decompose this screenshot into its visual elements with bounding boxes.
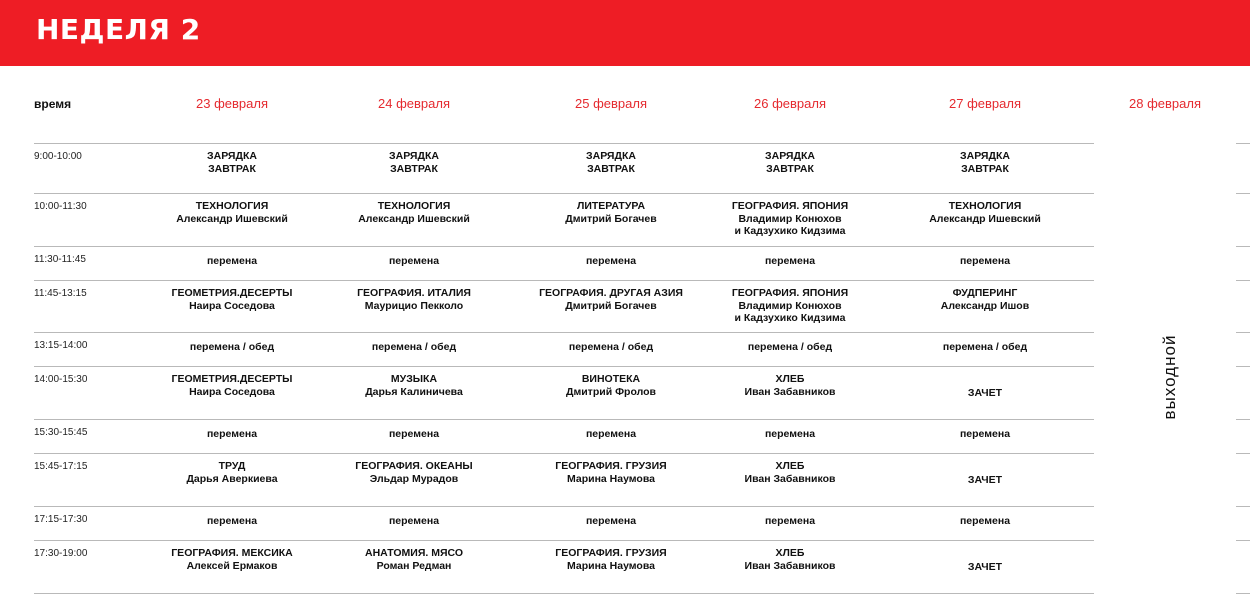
- lesson-title: ГЕОГРАФИЯ. ОКЕАНЫ: [355, 460, 473, 472]
- time-column-header: время: [34, 97, 72, 111]
- lesson-title: ГЕОМЕТРИЯ.ДЕСЕРТЫ: [171, 373, 293, 385]
- lesson-title: ГЕОГРАФИЯ. МЕКСИКА: [171, 547, 293, 559]
- row-divider-stub: [1236, 366, 1250, 367]
- lesson-teacher: Наира Соседова: [189, 299, 275, 312]
- lesson-title: перемена: [764, 255, 816, 267]
- lesson-title: ЗАРЯДКА: [586, 150, 636, 162]
- lesson-teacher: ЗАВТРАК: [961, 162, 1009, 175]
- schedule-cell: [319, 428, 509, 441]
- time-slot: 15:30-15:45: [34, 427, 88, 438]
- lesson-title: перемена: [764, 515, 816, 527]
- schedule-cell: [695, 287, 885, 325]
- lesson-title: перемена / обед: [568, 341, 654, 353]
- day-header: 25 февраля: [575, 96, 647, 111]
- schedule-cell: [319, 150, 509, 175]
- lesson-title: МУЗЫКА: [390, 373, 438, 385]
- schedule-cell: [137, 341, 327, 354]
- lesson-teacher: Маурицио Пекколо: [364, 299, 464, 312]
- lesson-title: ТЕХНОЛОГИЯ: [948, 200, 1022, 212]
- lesson-title: ЗАРЯДКА: [389, 150, 439, 162]
- time-slot: 9:00-10:00: [34, 151, 82, 162]
- time-slot: 10:00-11:30: [34, 201, 87, 212]
- lesson-teacher: Дмитрий Богачев: [565, 299, 657, 312]
- schedule-cell: [695, 341, 885, 354]
- schedule-cell: [890, 341, 1080, 354]
- schedule-cell: [890, 561, 1080, 574]
- lesson-title: перемена: [585, 428, 637, 440]
- lesson-title: перемена / обед: [747, 341, 833, 353]
- schedule-cell: [319, 287, 509, 312]
- row-divider: [34, 193, 1094, 194]
- lesson-title: ГЕОГРАФИЯ. ДРУГАЯ АЗИЯ: [539, 287, 683, 299]
- lesson-teacher: Александр Ишевский: [358, 212, 470, 225]
- lesson-teacher: ЗАВТРАК: [208, 162, 256, 175]
- lesson-title: перемена: [206, 515, 258, 527]
- lesson-teacher: Марина Наумова: [566, 472, 655, 485]
- lesson-teacher: Эльдар Мурадов: [369, 472, 459, 485]
- schedule-cell: [319, 200, 509, 225]
- row-divider-stub: [1236, 193, 1250, 194]
- schedule-cell: [516, 515, 706, 528]
- row-divider: [34, 540, 1094, 541]
- lesson-title: ЗАЧЕТ: [967, 474, 1003, 487]
- schedule-cell: [516, 547, 706, 572]
- lesson-title: АНАТОМИЯ. МЯСО: [364, 547, 463, 559]
- row-divider: [34, 593, 1094, 594]
- lesson-teacher: Роман Редман: [376, 559, 452, 572]
- lesson-title: ГЕОГРАФИЯ. ГРУЗИЯ: [555, 460, 667, 472]
- row-divider: [34, 453, 1094, 454]
- schedule-cell: [516, 373, 706, 398]
- schedule-cell: [890, 150, 1080, 175]
- day-header: 28 февраля: [1129, 96, 1201, 111]
- lesson-title: перемена: [585, 255, 637, 267]
- schedule-cell: [695, 200, 885, 238]
- lesson-title: перемена: [206, 428, 258, 440]
- schedule-cell: [137, 428, 327, 441]
- time-slot: 11:45-13:15: [34, 288, 87, 299]
- lesson-title: перемена: [388, 428, 440, 440]
- lesson-title: перемена: [959, 255, 1011, 267]
- row-divider-stub: [1236, 419, 1250, 420]
- lesson-title: ТЕХНОЛОГИЯ: [195, 200, 269, 212]
- schedule-cell: [319, 515, 509, 528]
- lesson-title: ХЛЕБ: [775, 373, 805, 385]
- row-divider-stub: [1236, 506, 1250, 507]
- lesson-title: перемена: [585, 515, 637, 527]
- schedule-cell: [319, 373, 509, 398]
- schedule-cell: [695, 547, 885, 572]
- schedule-cell: [516, 287, 706, 312]
- row-divider: [34, 246, 1094, 247]
- lesson-title: перемена / обед: [371, 341, 457, 353]
- schedule-cell: [695, 428, 885, 441]
- week-title: НЕДЕЛЯ 2: [36, 13, 201, 46]
- schedule-cell: [319, 341, 509, 354]
- schedule-cell: [890, 515, 1080, 528]
- schedule-cell: [137, 255, 327, 268]
- time-slot: 14:00-15:30: [34, 374, 88, 385]
- schedule-cell: [319, 460, 509, 485]
- schedule-cell: [695, 515, 885, 528]
- schedule-cell: [890, 287, 1080, 312]
- row-divider-stub: [1236, 143, 1250, 144]
- lesson-title: ЗАРЯДКА: [960, 150, 1010, 162]
- day-header: 26 февраля: [754, 96, 826, 111]
- schedule-cell: [890, 200, 1080, 225]
- time-slot: 13:15-14:00: [34, 340, 88, 351]
- schedule-cell: [516, 200, 706, 225]
- schedule-cell: [137, 150, 327, 175]
- row-divider-stub: [1236, 246, 1250, 247]
- lesson-title: перемена: [959, 428, 1011, 440]
- schedule-cell: [137, 515, 327, 528]
- lesson-title: ВИНОТЕКА: [581, 373, 641, 385]
- lesson-teacher: Дарья Аверкиева: [186, 472, 278, 485]
- lesson-title: ГЕОМЕТРИЯ.ДЕСЕРТЫ: [171, 287, 293, 299]
- row-divider: [34, 143, 1094, 144]
- day-header: 24 февраля: [378, 96, 450, 111]
- lesson-teacher: Дмитрий Фролов: [565, 385, 656, 398]
- lesson-teacher: Александр Ишевский: [176, 212, 288, 225]
- lesson-title: ЗАЧЕТ: [967, 387, 1003, 400]
- schedule-cell: [137, 460, 327, 485]
- row-divider: [34, 280, 1094, 281]
- row-divider: [34, 419, 1094, 420]
- schedule-cell: [137, 200, 327, 225]
- lesson-teacher: Марина Наумова: [566, 559, 655, 572]
- time-slot: 11:30-11:45: [34, 254, 86, 265]
- lesson-teacher: Иван Забавников: [744, 559, 836, 572]
- lesson-title: ТЕХНОЛОГИЯ: [377, 200, 451, 212]
- week-banner: [0, 0, 1250, 66]
- lesson-title: ГЕОГРАФИЯ. ЯПОНИЯ: [731, 287, 849, 299]
- lesson-title: перемена / обед: [189, 341, 275, 353]
- schedule-cell: [137, 287, 327, 312]
- row-divider-stub: [1236, 593, 1250, 594]
- lesson-teacher: Иван Забавников: [744, 385, 836, 398]
- schedule-cell: [516, 341, 706, 354]
- schedule-cell: [516, 150, 706, 175]
- schedule-cell: [137, 373, 327, 398]
- lesson-title: ХЛЕБ: [775, 547, 805, 559]
- lesson-title: ЗАРЯДКА: [765, 150, 815, 162]
- lesson-teacher: Алексей Ермаков: [186, 559, 278, 572]
- schedule-cell: [137, 547, 327, 572]
- schedule-cell: [319, 547, 509, 572]
- row-divider: [34, 332, 1094, 333]
- time-slot: 15:45-17:15: [34, 461, 88, 472]
- schedule-cell: [516, 255, 706, 268]
- day-header: 23 февраля: [196, 96, 268, 111]
- lesson-teacher: Наира Соседова: [189, 385, 275, 398]
- lesson-teacher: ЗАВТРАК: [587, 162, 635, 175]
- lesson-teacher: и Кадзухико Кидзима: [734, 225, 846, 237]
- lesson-teacher: Александр Ишевский: [929, 212, 1041, 225]
- lesson-title: ФУДПЕРИНГ: [952, 287, 1018, 299]
- schedule-cell: [890, 474, 1080, 487]
- schedule-cell: [890, 255, 1080, 268]
- day-header: 27 февраля: [949, 96, 1021, 111]
- row-divider-stub: [1236, 540, 1250, 541]
- schedule-cell: [695, 255, 885, 268]
- lesson-title: перемена: [388, 515, 440, 527]
- schedule-cell: [890, 387, 1080, 400]
- lesson-title: ТРУД: [218, 460, 246, 472]
- lesson-title: ХЛЕБ: [775, 460, 805, 472]
- lesson-teacher: и Кадзухико Кидзима: [734, 312, 846, 324]
- schedule-cell: [516, 460, 706, 485]
- schedule-cell: [695, 460, 885, 485]
- lesson-title: ГЕОГРАФИЯ. ИТАЛИЯ: [357, 287, 471, 299]
- row-divider-stub: [1236, 332, 1250, 333]
- lesson-title: перемена / обед: [942, 341, 1028, 353]
- lesson-teacher: Владимир Конюхов: [738, 299, 842, 312]
- lesson-title: перемена: [388, 255, 440, 267]
- row-divider: [34, 506, 1094, 507]
- schedule-cell: [890, 428, 1080, 441]
- schedule-cell: [695, 150, 885, 175]
- lesson-title: перемена: [959, 515, 1011, 527]
- row-divider-stub: [1236, 280, 1250, 281]
- lesson-title: ЗАРЯДКА: [207, 150, 257, 162]
- lesson-teacher: Дарья Калиничева: [365, 385, 463, 398]
- day-off-label: выходной: [1160, 334, 1179, 420]
- lesson-title: ГЕОГРАФИЯ. ГРУЗИЯ: [555, 547, 667, 559]
- lesson-teacher: ЗАВТРАК: [766, 162, 814, 175]
- lesson-teacher: Александр Ишов: [940, 299, 1030, 312]
- time-slot: 17:15-17:30: [34, 514, 88, 525]
- lesson-title: ЛИТЕРАТУРА: [576, 200, 646, 212]
- lesson-teacher: Иван Забавников: [744, 472, 836, 485]
- row-divider-stub: [1236, 453, 1250, 454]
- lesson-title: ГЕОГРАФИЯ. ЯПОНИЯ: [731, 200, 849, 212]
- row-divider: [34, 366, 1094, 367]
- schedule-cell: [516, 428, 706, 441]
- lesson-title: ЗАЧЕТ: [967, 561, 1003, 574]
- schedule-cell: [319, 255, 509, 268]
- time-slot: 17:30-19:00: [34, 548, 88, 559]
- lesson-title: перемена: [206, 255, 258, 267]
- schedule-cell: [695, 373, 885, 398]
- lesson-teacher: Владимир Конюхов: [738, 212, 842, 225]
- lesson-title: перемена: [764, 428, 816, 440]
- lesson-teacher: ЗАВТРАК: [390, 162, 438, 175]
- lesson-teacher: Дмитрий Богачев: [565, 212, 657, 225]
